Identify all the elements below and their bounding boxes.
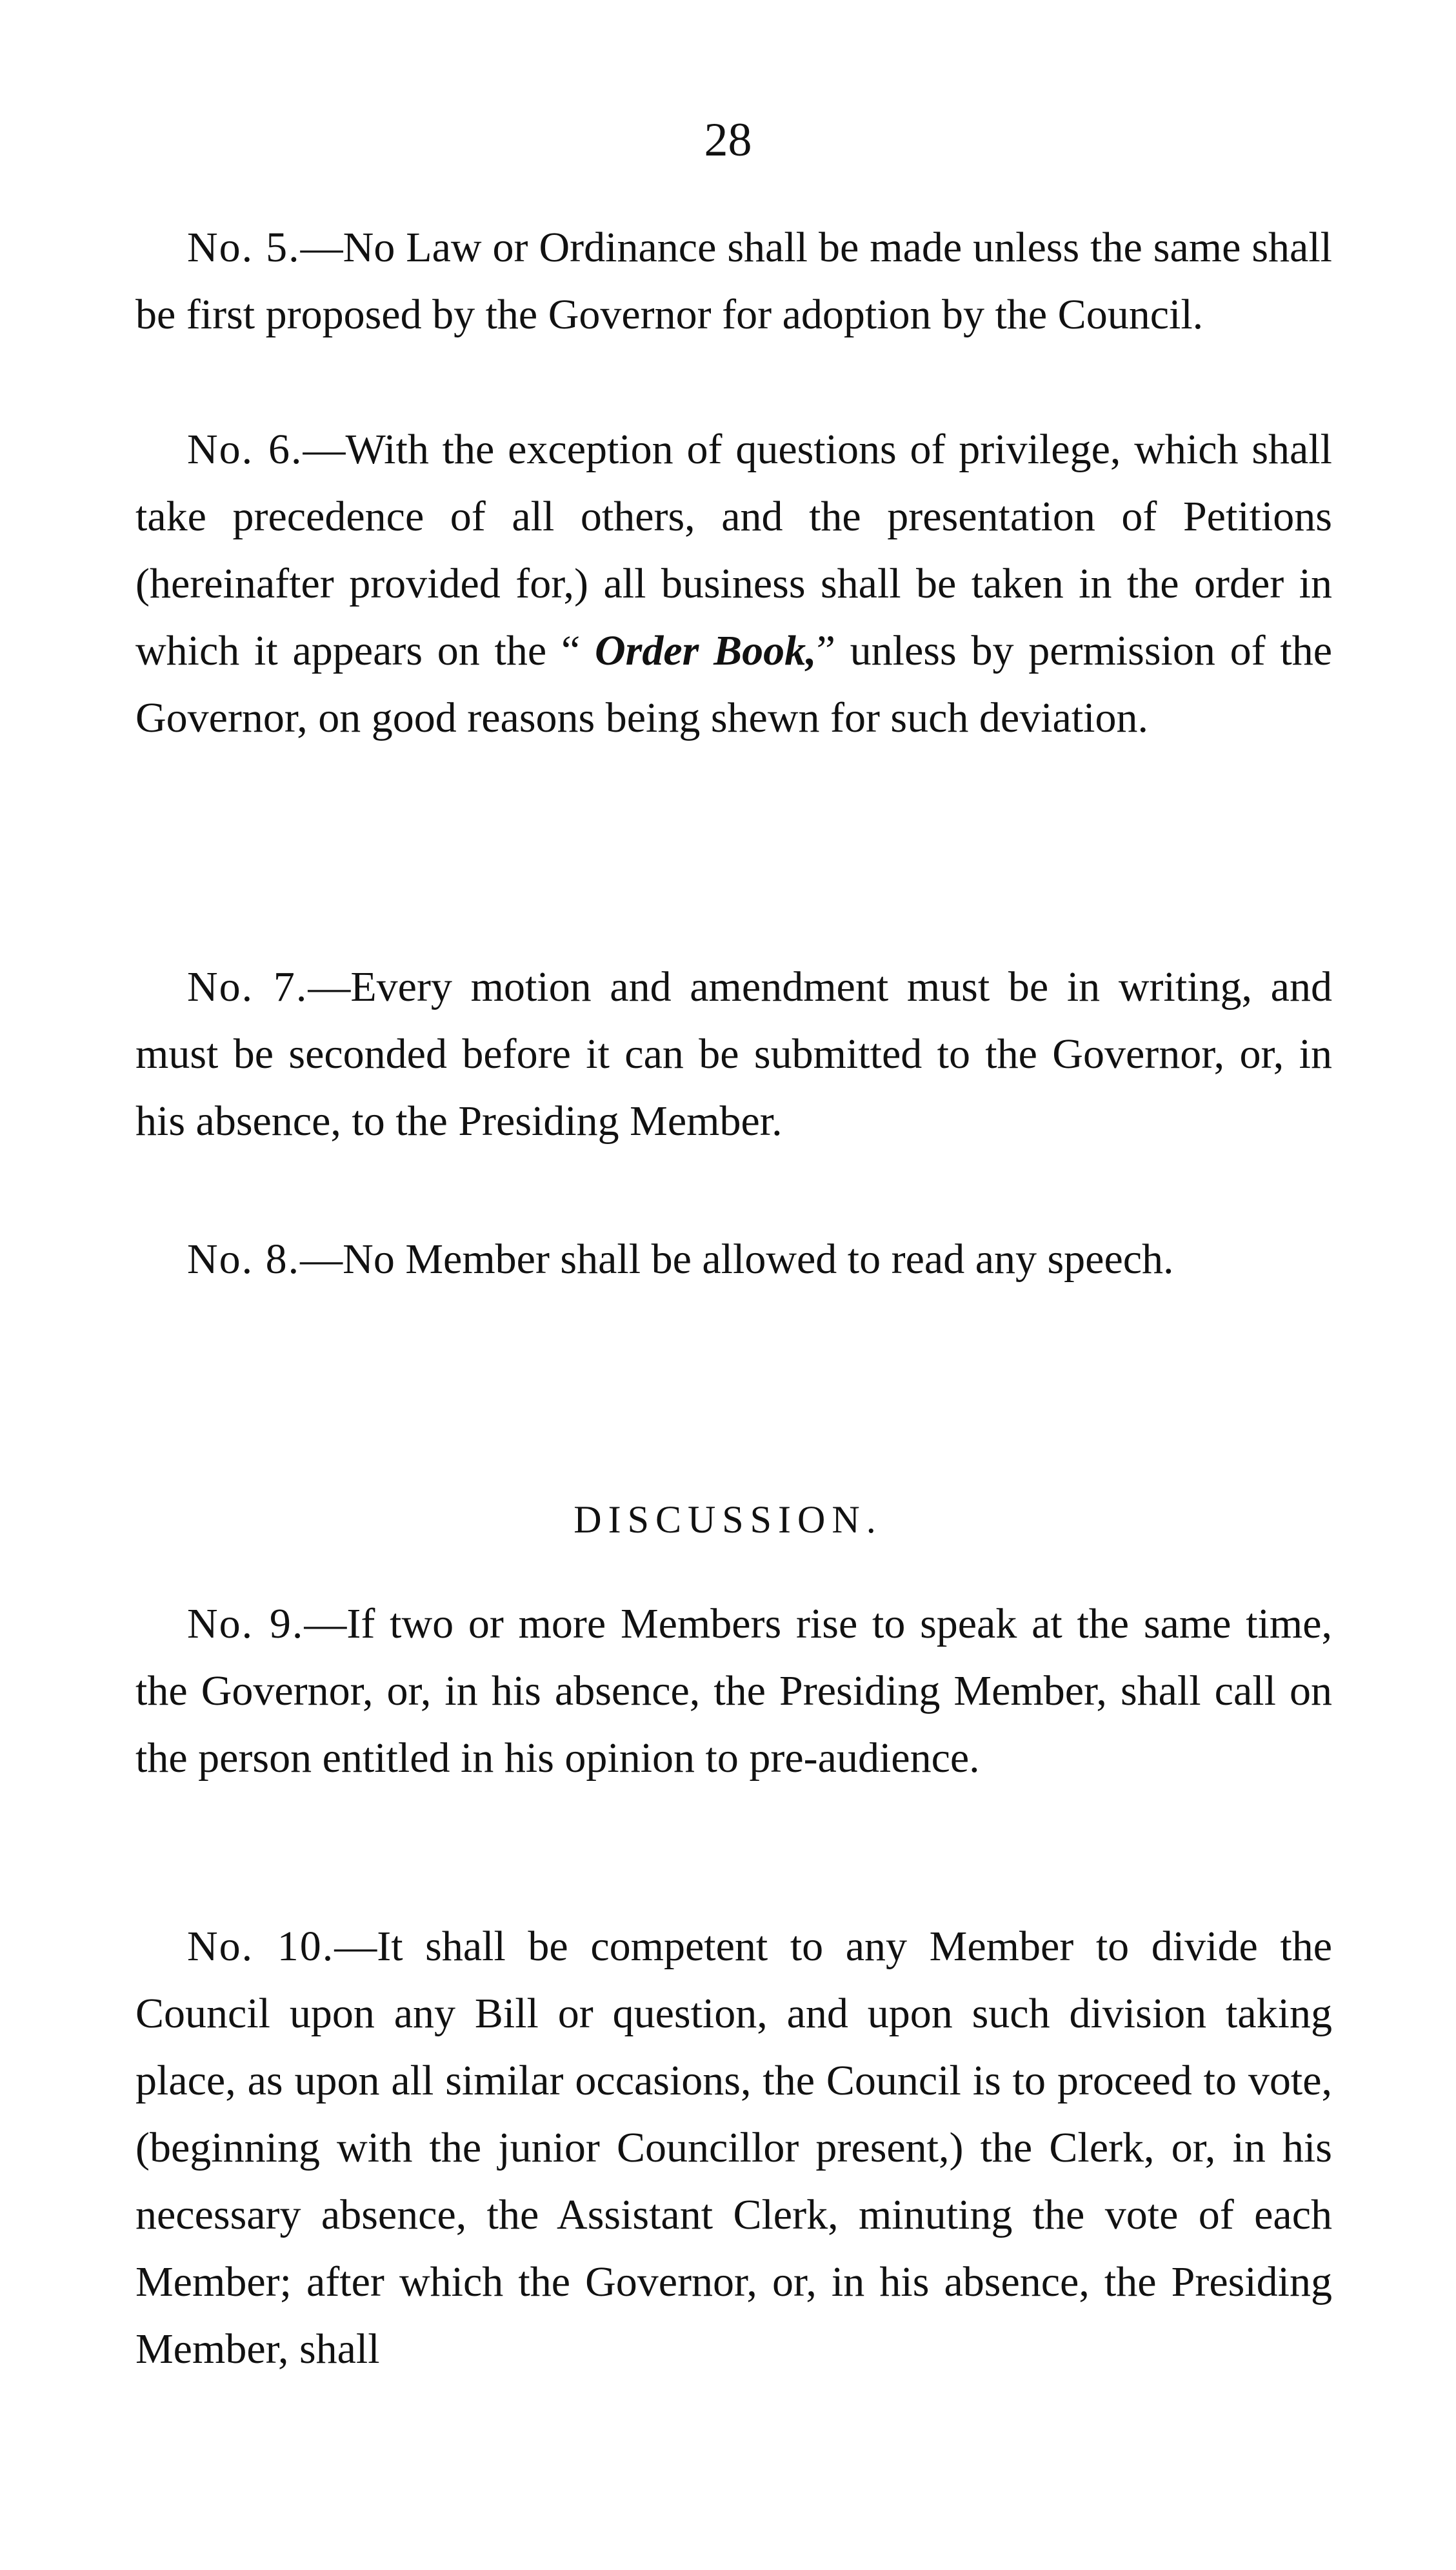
rule-text: —No Law or Ordinance shall be made unless the same shall be first proposed by the Governor for adoption by the Council. [135,224,1332,338]
rule-no-10 [135,1913,1332,2383]
section-heading-discussion: DISCUSSION. [573,1498,883,1541]
rule-text: —Every motion and amendment must be in writing, and must be seconded before it can be submitted to the Governor, or, in his absence, to the Presiding Member. [135,963,1332,1145]
rule-no-7 [135,954,1332,1155]
rule-number: No. 5. [187,224,301,271]
rule-text: —With the exception of questions of privilege, which shall take precedence of all others, and the presentation of Petitions (hereinafter provided for,) all business shall be taken in the order in which it appears on the “ [135,426,1332,674]
rule-number: No. 9. [187,1600,304,1647]
rule-number: No. 8. [187,1236,301,1283]
page-number: 28 [704,114,752,166]
rule-number: No. 10. [187,1923,335,1970]
rule-text: —If two or more Members rise to speak at the same time, the Governor, or, in his absence, the Presiding Member, shall call on the person entitled in his opinion to pre-audience. [135,1600,1332,1782]
rule-no-8 [135,1226,1332,1293]
order-book-emphasis: Order Book, [595,627,817,674]
rule-number: No. 6. [187,426,303,473]
rule-text: —No Member shall be allowed to read any speech. [300,1236,1174,1283]
rule-no-5 [135,214,1332,348]
rule-number: No. 7. [187,963,308,1010]
rule-no-9 [135,1591,1332,1792]
rule-text-continued: ” unless by permission of the Governor, on good reasons being shewn for such deviation. [135,627,1332,741]
rule-text: —It shall be competent to any Member to divide the Council upon any Bill or question, and upon such division taking place, as upon all similar occasions, the Council is to proceed to vote, (beginning with the junior Councillor present,) the Clerk, or, in his necessary absence, the Assistant Clerk, minuting the vote of each Member; after which the Governor, or, in his absence, the Presiding Member, shall [135,1923,1332,2373]
rule-no-6 [135,416,1332,752]
